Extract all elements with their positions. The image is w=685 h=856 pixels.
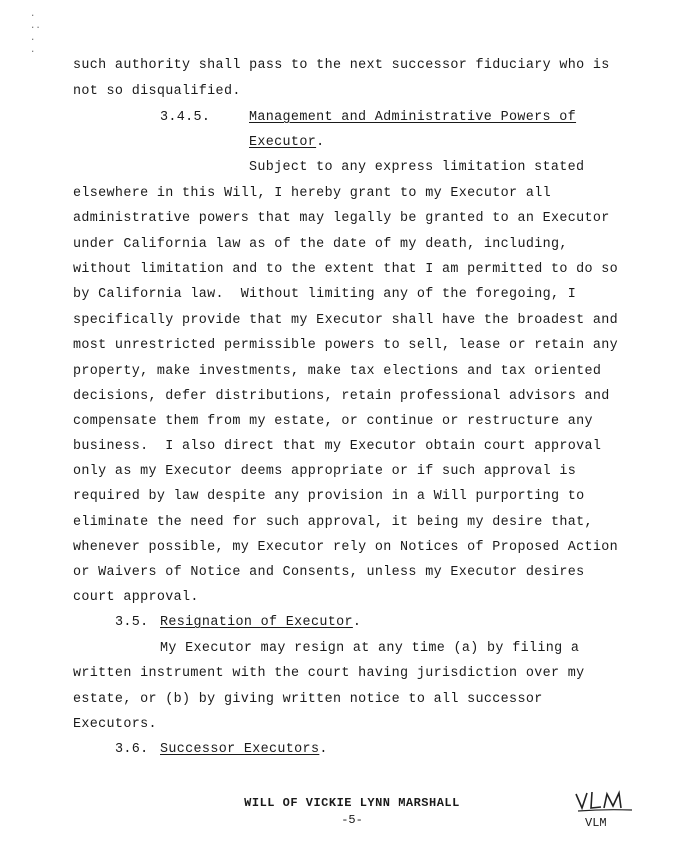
section-heading-cont <box>249 135 324 151</box>
body-line: only as my Executor deems appropriate or if such approval is <box>73 464 577 479</box>
body-line: or Waivers of Notice and Consents, unless my Executor desires <box>73 565 585 580</box>
body-line: decisions, defer distributions, retain professional advisors and <box>73 389 610 404</box>
section-heading: Resignation of Executor <box>160 615 353 630</box>
heading-period: . <box>352 615 362 630</box>
body-line: whenever possible, my Executor rely on Notices of Proposed Action <box>73 540 619 555</box>
section-heading-word: Executor <box>249 135 317 150</box>
body-line: such authority shall pass to the next successor fiduciary who is <box>73 58 610 73</box>
body-line: written instrument with the court having jurisdiction over my <box>73 666 585 681</box>
body-line: without limitation and to the extent that I am permitted to do so <box>73 262 619 277</box>
margin-marks: · ·· · · <box>30 11 41 57</box>
body-line: not so disqualified. <box>73 84 241 99</box>
body-line: eliminate the need for such approval, it being my desire that, <box>73 515 593 530</box>
body-line: My Executor may resign at any time (a) by filing a <box>160 641 580 656</box>
body-line: court approval. <box>73 590 199 605</box>
body-line: compensate them from my estate, or continue or restructure any <box>73 414 593 429</box>
initials-signature-icon <box>574 790 634 814</box>
body-line: required by law despite any provision in a Will purporting to <box>73 489 585 504</box>
section-heading: Management and Administrative Powers of <box>249 110 577 125</box>
section-number: 3.5. <box>115 615 149 630</box>
body-line: by California law. Without limiting any of the foregoing, I <box>73 287 577 302</box>
section-number: 3.4.5. <box>160 110 211 125</box>
body-line: specifically provide that my Executor shall have the broadest and <box>73 313 619 328</box>
footer-title: WILL OF VICKIE LYNN MARSHALL <box>244 796 460 810</box>
body-line: administrative powers that may legally be granted to an Executor <box>73 211 610 226</box>
initials-label: VLM <box>585 816 607 830</box>
section-number: 3.6. <box>115 742 149 757</box>
body-line: business. I also direct that my Executor obtain court approval <box>73 439 602 454</box>
heading-period: . <box>319 742 328 757</box>
section-heading: Successor Executors <box>160 742 320 757</box>
body-line: most unrestricted permissible powers to sell, lease or retain any <box>73 338 619 353</box>
body-line: under California law as of the date of my death, including, <box>73 237 568 252</box>
section-heading-cont <box>160 615 361 631</box>
page-number: -5- <box>341 813 363 827</box>
body-line: Executors. <box>73 717 157 732</box>
body-line: Subject to any express limitation stated <box>249 160 585 175</box>
body-line: elsewhere in this Will, I hereby grant to my Executor all <box>73 186 551 201</box>
body-line: property, make investments, make tax elections and tax oriented <box>73 364 602 379</box>
section-heading-cont <box>160 742 328 758</box>
heading-period: . <box>316 135 325 150</box>
body-line: estate, or (b) by giving written notice to all successor <box>73 692 543 707</box>
